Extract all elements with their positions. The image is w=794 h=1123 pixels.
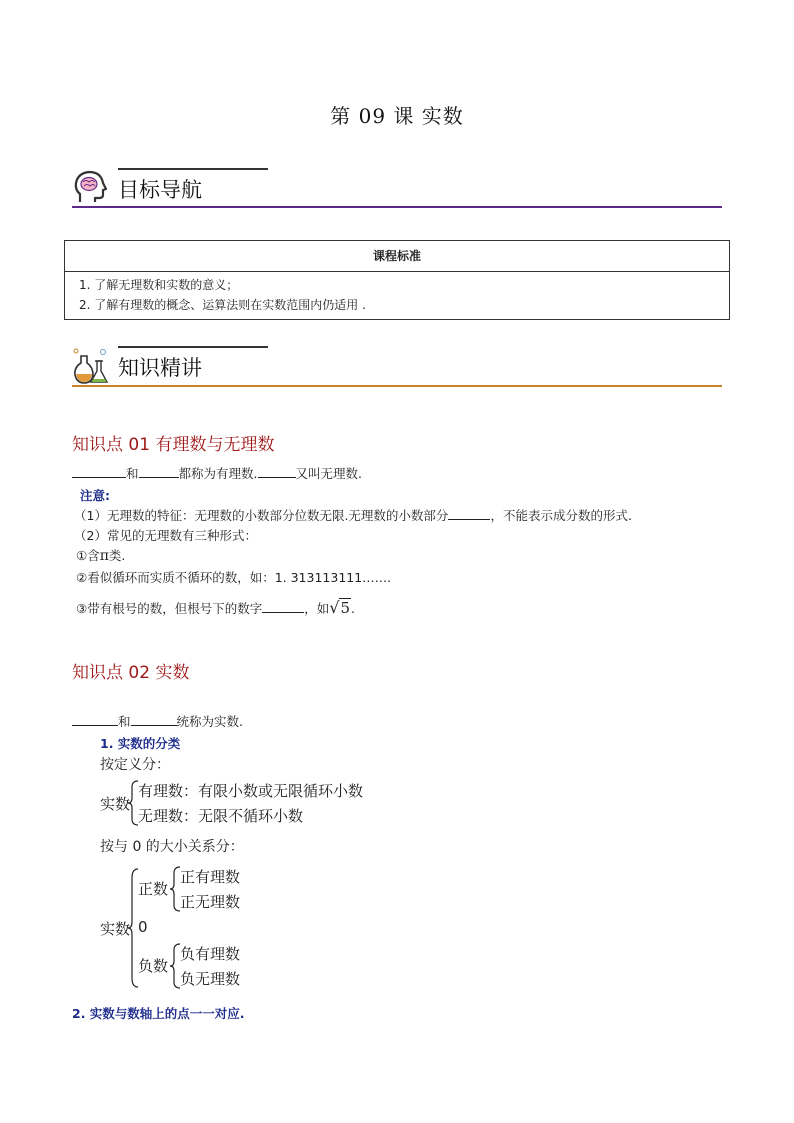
section-overline bbox=[118, 346, 268, 348]
kp1-definition-line: 和 都称为有理数. 又叫无理数. bbox=[72, 464, 362, 482]
def-branch-irrational: 无理数：无限不循环小数 bbox=[138, 807, 304, 825]
note-item-1: （1）无理数的特征：无理数的小数部分位数无限.无理数的小数部分 ，不能表示成分数的形式. bbox=[74, 508, 632, 523]
negative-label: 负数 bbox=[138, 957, 169, 975]
standard-item: 1. 了解无理数和实数的意义； bbox=[79, 278, 239, 292]
note-label: 注意: bbox=[80, 488, 110, 503]
page-title: 第 09 课 实数 bbox=[330, 104, 464, 128]
zero-root-label: 实数 bbox=[100, 920, 131, 938]
positive-rational: 正有理数 bbox=[180, 868, 241, 886]
section-header-knowledge bbox=[72, 346, 722, 388]
knowledge-point-01-title: 知识点 01 有理数与无理数 bbox=[72, 435, 275, 455]
answer-blank bbox=[139, 465, 179, 478]
answer-blank bbox=[258, 465, 296, 478]
positive-irrational: 正无理数 bbox=[180, 893, 241, 911]
answer-blank bbox=[72, 465, 126, 478]
knowledge-point-02-title: 知识点 02 实数 bbox=[72, 663, 190, 683]
def-root-label: 实数 bbox=[100, 795, 131, 813]
radical-sign: √ bbox=[329, 598, 340, 617]
answer-blank bbox=[262, 600, 304, 613]
section-rule-purple bbox=[72, 206, 722, 208]
standards-header: 课程标准 bbox=[65, 241, 729, 272]
irrational-form-3: ③带有根号的数，但根号下的数字 ，如√5. bbox=[76, 598, 355, 617]
positive-label: 正数 bbox=[138, 880, 169, 898]
answer-blank bbox=[72, 713, 118, 726]
note-item-2: （2）常见的无理数有三种形式： bbox=[74, 528, 257, 543]
def-branch-rational: 有理数：有限小数或无限循环小数 bbox=[138, 782, 364, 800]
classification-subheading: 1. 实数的分类 bbox=[100, 736, 181, 751]
section-title-knowledge: 知识精讲 bbox=[118, 356, 202, 380]
number-line-correspondence: 2. 实数与数轴上的点一一对应. bbox=[72, 1006, 245, 1021]
sqrt-expression: √5 bbox=[329, 598, 350, 617]
answer-blank bbox=[448, 507, 490, 520]
negative-irrational: 负无理数 bbox=[180, 970, 241, 988]
section-rule-orange bbox=[72, 385, 722, 387]
answer-blank bbox=[131, 713, 177, 726]
course-standards-table bbox=[64, 240, 730, 320]
by-zero-label: 按与 0 的大小关系分： bbox=[100, 839, 244, 855]
pi-symbol: π bbox=[99, 548, 109, 564]
negative-rational: 负有理数 bbox=[180, 945, 241, 963]
brain-head-icon bbox=[72, 168, 112, 208]
kp2-definition-line: 和 统称为实数. bbox=[72, 712, 243, 730]
standard-item: 2. 了解有理数的概念、运算法则在实数范围内仍适用 . bbox=[79, 298, 366, 312]
zero-label: 0 bbox=[138, 918, 148, 936]
lab-flask-icon bbox=[72, 346, 112, 386]
section-header-goals bbox=[72, 168, 722, 210]
irrational-form-2: ②看似循环而实质不循环的数，如：1. 313113111……. bbox=[76, 570, 392, 585]
by-definition-label: 按定义分： bbox=[100, 757, 170, 773]
section-title-goals: 目标导航 bbox=[118, 178, 202, 202]
irrational-form-1: ①含π类. bbox=[76, 548, 126, 564]
section-overline bbox=[118, 168, 268, 170]
